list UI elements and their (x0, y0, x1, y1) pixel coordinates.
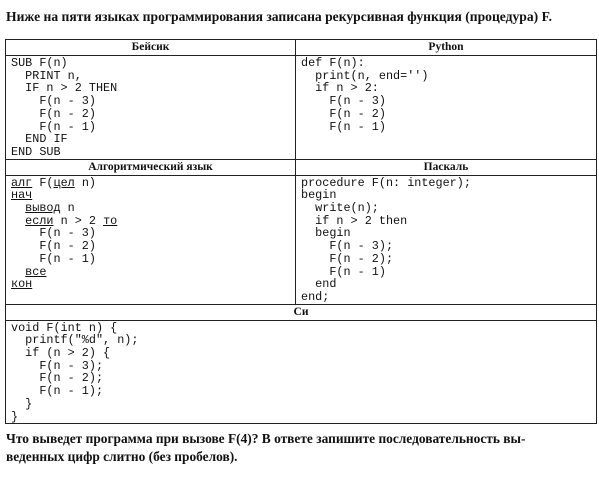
code-table (5, 39, 597, 424)
cell-algo (6, 175, 296, 304)
header-c: Си (6, 304, 597, 320)
cell-pascal (296, 175, 597, 304)
code-basic: SUB F(n) PRINT n, IF n > 2 THEN F(n - 3) F(n - 2) F(n - 1) END IF END SUB (11, 56, 118, 159)
kw-vyvod: вывод (25, 201, 61, 216)
kw-nach: нач (11, 188, 33, 203)
kw-kon: кон (11, 277, 33, 291)
cell-basic (6, 56, 296, 160)
header-algo: Алгоритмический язык (6, 159, 296, 175)
header-python: Python (296, 40, 597, 56)
kw-alg: алг (11, 175, 33, 190)
task-question (6, 430, 594, 466)
cell-python (296, 56, 597, 160)
question-line-1: Что выведет программа при вызове F(4)? В ответе запишите последовательность вы- (6, 431, 526, 446)
header-pascal: Паскаль (296, 159, 597, 175)
kw-vse: все (25, 264, 47, 279)
kw-to: то (103, 213, 118, 228)
code-python: def F(n): print(n, end='') if n > 2: F(n - 3) F(n - 2) F(n - 1) (301, 56, 429, 134)
kw-cel: цел (53, 175, 75, 190)
header-basic: Бейсик (6, 40, 296, 56)
cell-c (6, 320, 597, 424)
code-algo: алг F(цел n) нач вывод n если n > 2 то F(n - 3) F(n - 2) F(n - 1) все кон (11, 175, 118, 291)
code-pascal: procedure F(n: integer); begin write(n); if n > 2 then begin F(n - 3); F(n - 2); F(n - 1) end end; (301, 175, 471, 304)
task-intro: Ниже на пяти языках программирования записана рекурсивная функция (процедура) F. (6, 9, 553, 24)
code-c: void F(int n) { printf("%d", n); if (n > 2) { F(n - 3); F(n - 2); F(n - 1); } } (11, 320, 139, 424)
question-line-2: веденных цифр слитно (без пробелов). (6, 449, 238, 464)
kw-esli: если (25, 213, 54, 228)
